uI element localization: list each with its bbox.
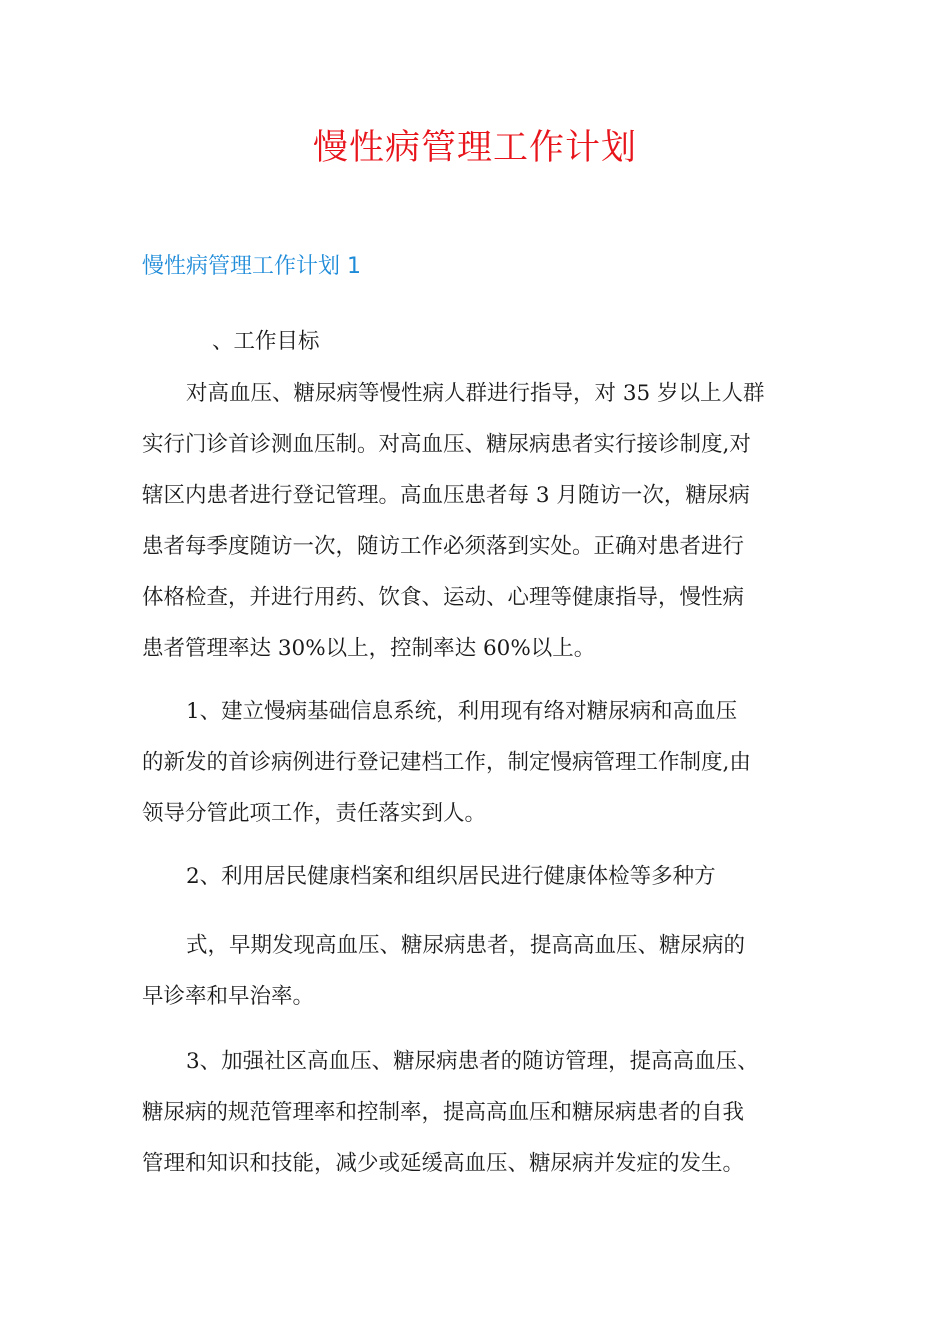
- section-heading: 慢性病管理工作计划 1: [142, 254, 361, 279]
- paragraph-line: 患者每季度随访一次，随访工作必须落到实处。正确对患者进行: [142, 534, 745, 559]
- paragraph-line: 管理和知识和技能，减少或延缓高血压、糖尿病并发症的发生。: [142, 1151, 745, 1176]
- goal-heading-text: 、工作目标: [212, 329, 320, 354]
- document-title: 慢性病管理工作计划: [312, 128, 637, 168]
- paragraph-item-2: [142, 851, 814, 902]
- paragraph-line: 实行门诊首诊测血压制。对高血压、糖尿病患者实行接诊制度,对: [142, 432, 751, 457]
- paragraph-line: 对高血压、糖尿病等慢性病人群进行指导，对 35 岁以上人群: [186, 381, 765, 406]
- paragraph-line: 的新发的首诊病例进行登记建档工作，制定慢病管理工作制度,由: [142, 750, 751, 775]
- paragraph-line: 糖尿病的规范管理率和控制率，提高高血压和糖尿病患者的自我: [142, 1100, 745, 1125]
- paragraph-line: 2、利用居民健康档案和组织居民进行健康体检等多种方: [186, 864, 716, 889]
- paragraph-line: 患者管理率达 30%以上，控制率达 60%以上。: [142, 636, 596, 661]
- goal-heading: [142, 316, 814, 367]
- paragraph-goal-description: [142, 368, 814, 674]
- paragraph-line: 1、建立慢病基础信息系统，利用现有络对糖尿病和高血压: [186, 699, 738, 724]
- paragraph-line: 领导分管此项工作，责任落实到人。: [142, 801, 487, 826]
- paragraph-item-2-continued: [142, 920, 814, 1022]
- paragraph-line: 辖区内患者进行登记管理。高血压患者每 3 月随访一次，糖尿病: [142, 483, 750, 508]
- paragraph-line: 早诊率和早治率。: [142, 984, 315, 1009]
- paragraph-line: 3、加强社区高血压、糖尿病患者的随访管理，提高高血压、: [186, 1049, 759, 1074]
- paragraph-line: 式，早期发现高血压、糖尿病患者，提高高血压、糖尿病的: [186, 933, 746, 958]
- paragraph-item-1: [142, 686, 814, 839]
- paragraph-line: 体格检查，并进行用药、饮食、运动、心理等健康指导，慢性病: [142, 585, 745, 610]
- paragraph-item-3: [142, 1036, 814, 1189]
